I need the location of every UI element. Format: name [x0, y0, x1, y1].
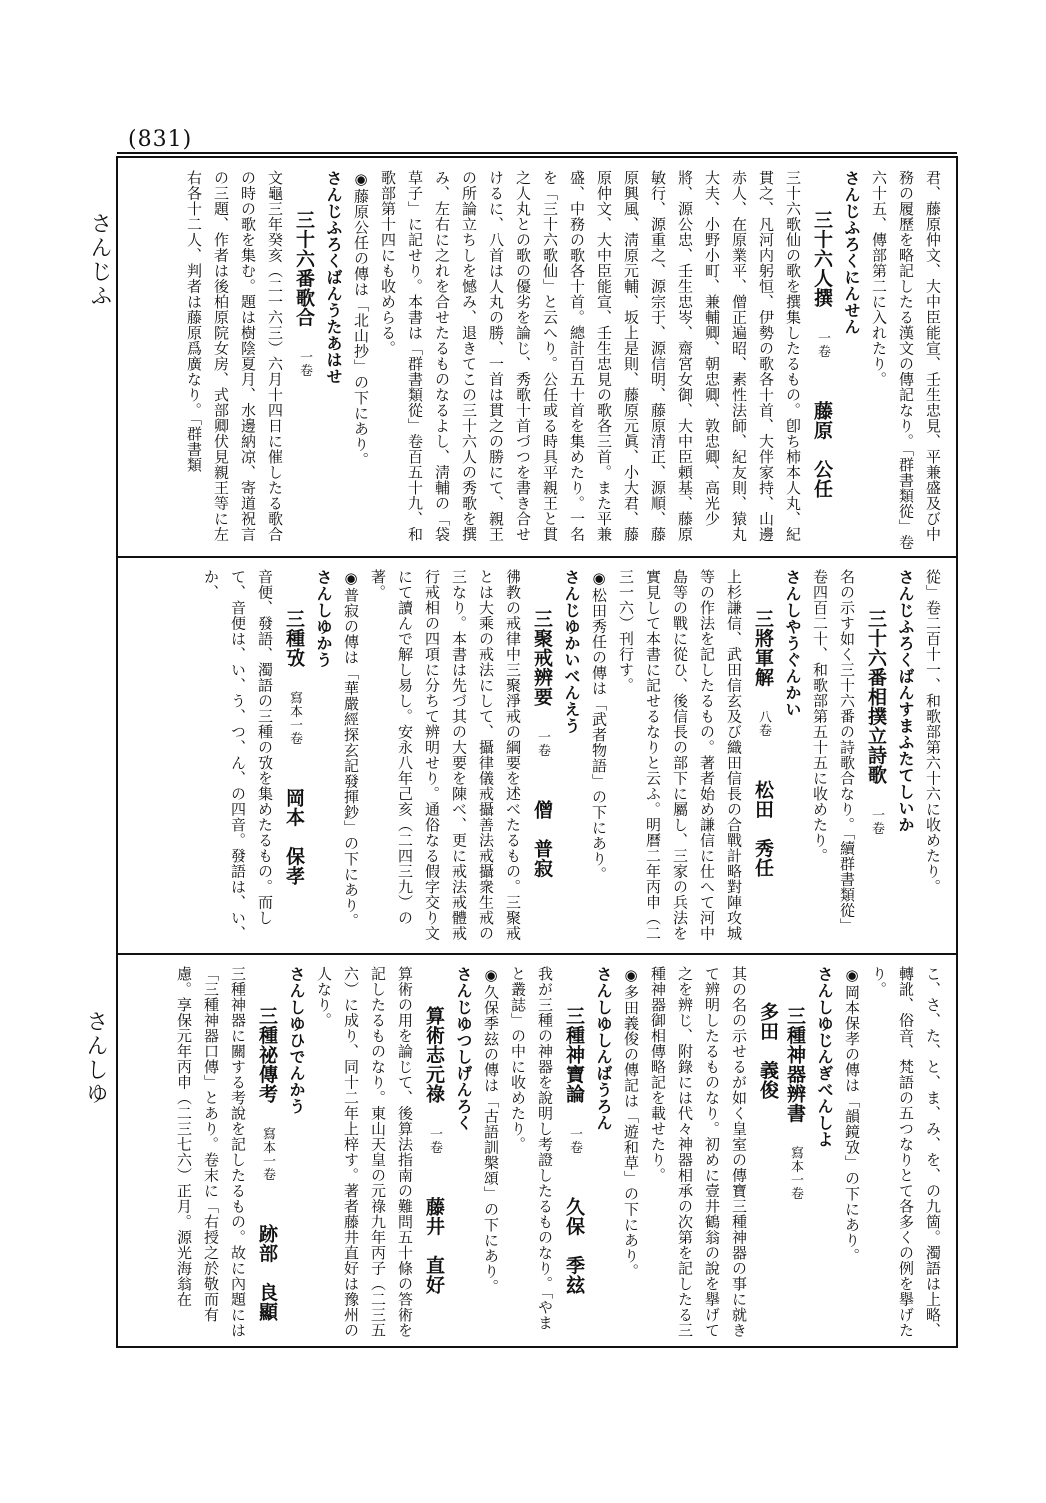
- entry-volume: 一卷: [869, 807, 884, 835]
- entry-head: さんじふろくにんせん: [842, 170, 861, 335]
- entry-head: さんじふろくばんすまふたてしいか: [896, 569, 915, 833]
- entry-body: 文龜三年癸亥（二一六三）六月十四日に催したる歌合の時の歌を集む。題は樹陰夏月、水邊納凉、寄道祝言の三題、作者は後柏原院女房、式部卿伏見親王等に左右各十二人、判者は藤原爲廣なり。「群書類: [185, 170, 284, 542]
- entry-title-line: [560, 966, 588, 1340]
- entry-body: 名の示す如く三十六番の詩歌合なり。「續群書類從」卷四百二十、和歌部第五十五に收めたり。: [811, 569, 856, 934]
- entry-note: ◉多田義俊の傳記は「遊和草」の下にあり。: [622, 966, 640, 1279]
- entry-title-line: [253, 966, 281, 1340]
- entry-title: 三種攷: [283, 609, 305, 668]
- band-divider-2: [116, 953, 958, 955]
- band-top: [122, 162, 952, 554]
- entry-title-line: [290, 170, 318, 550]
- running-head-right: さんしゆ: [83, 1010, 108, 1106]
- entry-body: 其の名の示せるが如く皇室の傳寶三種神器の事に就きて辨明したるものなり。初めに壹井鶴翁の說を擧げて之を辨じ、附錄には代々神器相承の次第を記したる三種神器御相傳略記を載せたり。: [649, 966, 748, 1338]
- entry-title: 三十六人撰: [811, 210, 833, 308]
- band-divider-1: [116, 556, 958, 558]
- entry-author: 多田 義俊: [757, 1002, 779, 1100]
- entry-volume: 一卷: [427, 1126, 442, 1154]
- entry-note: ◉岡本保孝の傳は「韻鏡攷」の下にあり。: [843, 966, 861, 1264]
- entry-note: ◉普寂の傳は「華嚴經探玄記發揮鈔」の下にあり。: [342, 569, 360, 929]
- band-middle-columns: [122, 561, 952, 949]
- entry-head: さんじゆかいべんえう: [562, 569, 581, 734]
- header-rule: [117, 152, 957, 154]
- entry-title: 三種神寶論: [563, 1006, 585, 1104]
- entry-volume: 寫本一卷: [260, 1126, 275, 1181]
- entry-title-line: [862, 569, 890, 945]
- entry-title: 三將軍解: [752, 609, 774, 687]
- entry-head: さんしゆかう: [314, 569, 333, 668]
- entry-body: 我が三種の神器を說明し考證したるものなり。「やまと叢誌」の中に收めたり。: [509, 966, 554, 1331]
- entry-author: 藤井 直好: [423, 1196, 445, 1295]
- entry-volume: 寫本一卷: [788, 1146, 803, 1201]
- entry-volume: 八卷: [756, 710, 771, 738]
- entry-title: 算術志元祿: [423, 1006, 445, 1104]
- band-bottom: [122, 958, 952, 1344]
- entry-author: 岡本 保孝: [283, 787, 305, 886]
- continuation-text: 君、藤原仲文、大中臣能宣、壬生忠見、平兼盛及び中務の履歷を略記したる漢文の傳記なり。「群書類從」卷六十五、傳部第二に入れたり。: [870, 170, 942, 550]
- entry-title: 三十六番相撲立詩歌: [865, 609, 887, 785]
- entry-author: 久保 季玆: [563, 1196, 585, 1295]
- band-top-columns: [122, 162, 952, 554]
- entry-body: 三十六歌仙の歌を撰集したるもの。卽ち柿本人丸、紀貫之、凡河内躬恒、伊勢の歌各十首、大伴家持、山邊赤人、在原業平、僧正遍昭、素性法師、紀友則、猿丸大夫、小野小町、兼輔卿、朝忠卿、敦忠卿、高光少將、源公忠、壬生忠岑、齋宮女御、大中臣頼基、藤原敏行、源重之、源宗于、源信明、藤原清正、源順、藤原興風、淸原元輔、坂上是則、藤原元眞、小大君、藤原仲文、大中臣能宣、壬生忠見の歌各三首。また平兼盛、中務の歌各十首。總計百五十首を集めたり。一名を「三十六歌仙」と云へり。公任或る時具平親王と貫之人丸との歌の優劣を論じ、秀歌十首づつを書き合せけるに、八首は人丸の勝、一首は貫之の勝にて、親王の所論立ちしを憾み、退きてこの三十六人の秀歌を撰み、左右に之れを合せたるものなるよし、淸輔の「袋草子」に記せり。本書は「群書類從」卷百五十九、和歌部第十四にも收めらる。: [379, 170, 802, 542]
- entry-body: 音便、發語、濁語の三種の攷を集めたるもの。而して、音便は、い、う、つ、ん、の四音。發語は、い、か、: [202, 569, 274, 941]
- entry-head: さんじふろくばんうたあはせ: [324, 170, 343, 385]
- entry-title-line: [280, 569, 308, 945]
- entry-head: さんしゆひでんかう: [287, 966, 306, 1115]
- entry-author: 松田 秀任: [752, 780, 774, 878]
- entry-title-line: [749, 569, 777, 945]
- entry-volume: 一卷: [297, 350, 312, 378]
- entry-title-line: [754, 966, 809, 1340]
- entry-volume: 一卷: [815, 330, 830, 358]
- band-bottom-columns: [122, 958, 952, 1344]
- entry-volume: 一卷: [567, 1126, 582, 1154]
- entry-title: 三十六番歌合: [293, 210, 315, 327]
- entry-title: 三種神器辨書: [784, 1006, 806, 1123]
- entry-author: 跡部 良顯: [256, 1223, 278, 1322]
- entry-body: 三種神器に關する考說を記したるもの。故に內題には「三種神器口傳」とあり。卷末に「右授之於敬而有慮。享保元年丙申（二三七六）正月。源光海翁在: [175, 966, 247, 1338]
- entry-title: 三聚戒辨要: [531, 609, 553, 707]
- entry-body: 上杉謙信、武田信玄及び織田信長の合戰計略對陣攻城等の作法を記したるもの。著者始め謙信に仕へて河中島等の戰に從ひ、後信長の部下に屬し、三家の兵法を實見して本書に記せるなりと云ふ。明曆二年丙申（二三一六）刊行す。: [617, 569, 743, 941]
- continuation-text: 從」卷二百十一、和歌部第六十六に收めたり。: [924, 569, 942, 895]
- entry-volume: 寫本一卷: [287, 690, 302, 745]
- band-middle: [122, 561, 952, 949]
- entry-body: 算術の用を論じて、後算法指南の難問五十條の答術を記したるものなり。東山天皇の元祿九年丙子（二三五六）に成り、同十二年上梓す。著者藤井直好は豫州の人なり。: [315, 966, 414, 1338]
- entry-note: ◉松田秀任の傳は「武者物語」の下にあり。: [590, 569, 608, 882]
- entry-head: さんしゆじんぎべんしよ: [815, 966, 834, 1148]
- entry-title-line: [528, 569, 556, 945]
- entry-note: ◉久保季玆の傳は「古語訓槃頌」の下にあり。: [482, 966, 500, 1295]
- entry-title-line: [420, 966, 448, 1340]
- running-head-left: さんじふ: [87, 212, 112, 308]
- entry-head: さんしやうぐんかい: [783, 569, 802, 718]
- entry-head: さんじゆつしげんろく: [454, 966, 473, 1131]
- entry-note: ◉藤原公任の傳は「北山抄」の下にあり。: [352, 170, 370, 468]
- entry-volume: 一卷: [535, 729, 550, 757]
- entry-author: 藤原 公任: [811, 400, 833, 499]
- entry-head: さんしゆしんばうろん: [594, 966, 613, 1131]
- entry-title: 三種祕傳考: [256, 1006, 278, 1104]
- page-number: (831): [128, 127, 193, 152]
- entry-body: 彿教の戒律中三聚淨戒の綱要を述べたるもの。三聚戒とは大乘の戒法にして、攝律儀戒攝善法戒攝衆生戒の三なり。本書は先づ其の大要を陳べ、更に戒法戒體戒行戒相の四項に分ちて辨明せり。通俗なる假字交り文にて讀んで解し易し。安永八年己亥（二四三九）の著。: [369, 569, 522, 941]
- continuation-text: こ、さ、た、と、ま、み、を、の九箇。濁語は上略、轉訛、俗音、梵語の五つなりとて各多くの例を擧げたり。: [870, 966, 942, 1338]
- entry-author: 僧 普寂: [531, 799, 553, 878]
- entry-title-line: [808, 170, 836, 550]
